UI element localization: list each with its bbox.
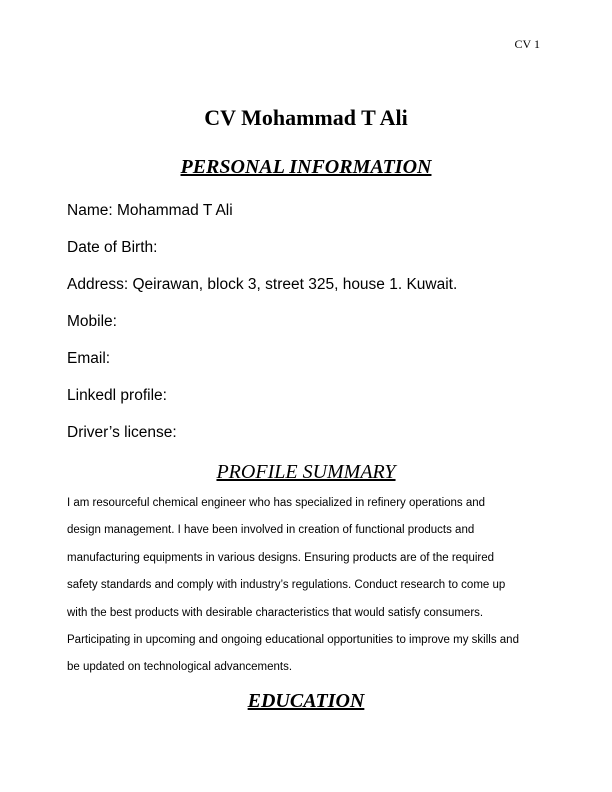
education-heading: EDUCATION bbox=[247, 690, 365, 712]
summary-line: Participating in upcoming and ongoing educational opportunities to improve my skills and bbox=[67, 634, 519, 647]
date-of-birth-field: Date of Birth: bbox=[67, 239, 158, 256]
summary-line: with the best products with desirable characteristics that would satisfy consumers. bbox=[67, 606, 484, 619]
name-field: Name: Mohammad T Ali bbox=[67, 202, 233, 219]
summary-line: I am resourceful chemical engineer who has specialized in refinery operations and bbox=[67, 497, 486, 509]
summary-line: safety standards and comply with industry’s regulations. Conduct research to come up bbox=[67, 579, 506, 592]
profile-summary-paragraph bbox=[67, 490, 547, 682]
document-title: CV Mohammad T Ali bbox=[204, 105, 408, 130]
personal-information-heading: PERSONAL INFORMATION bbox=[180, 156, 432, 178]
drivers-license-field: Driver’s license: bbox=[67, 424, 177, 441]
summary-line: manufacturing equipments in various designs. Ensuring products are of the required bbox=[67, 551, 495, 564]
summary-line: design management. I have been involved in creation of functional products and bbox=[67, 524, 475, 537]
linkedin-profile-field: Linkedl profile: bbox=[67, 387, 167, 404]
summary-line: be updated on technological advancements. bbox=[67, 661, 293, 674]
running-head: CV 1 bbox=[514, 37, 540, 51]
email-field: Email: bbox=[67, 350, 111, 367]
address-field: Address: Qeirawan, block 3, street 325, house 1. Kuwait. bbox=[67, 276, 458, 293]
profile-summary-heading: PROFILE SUMMARY bbox=[216, 461, 396, 483]
mobile-field: Mobile: bbox=[67, 313, 117, 330]
